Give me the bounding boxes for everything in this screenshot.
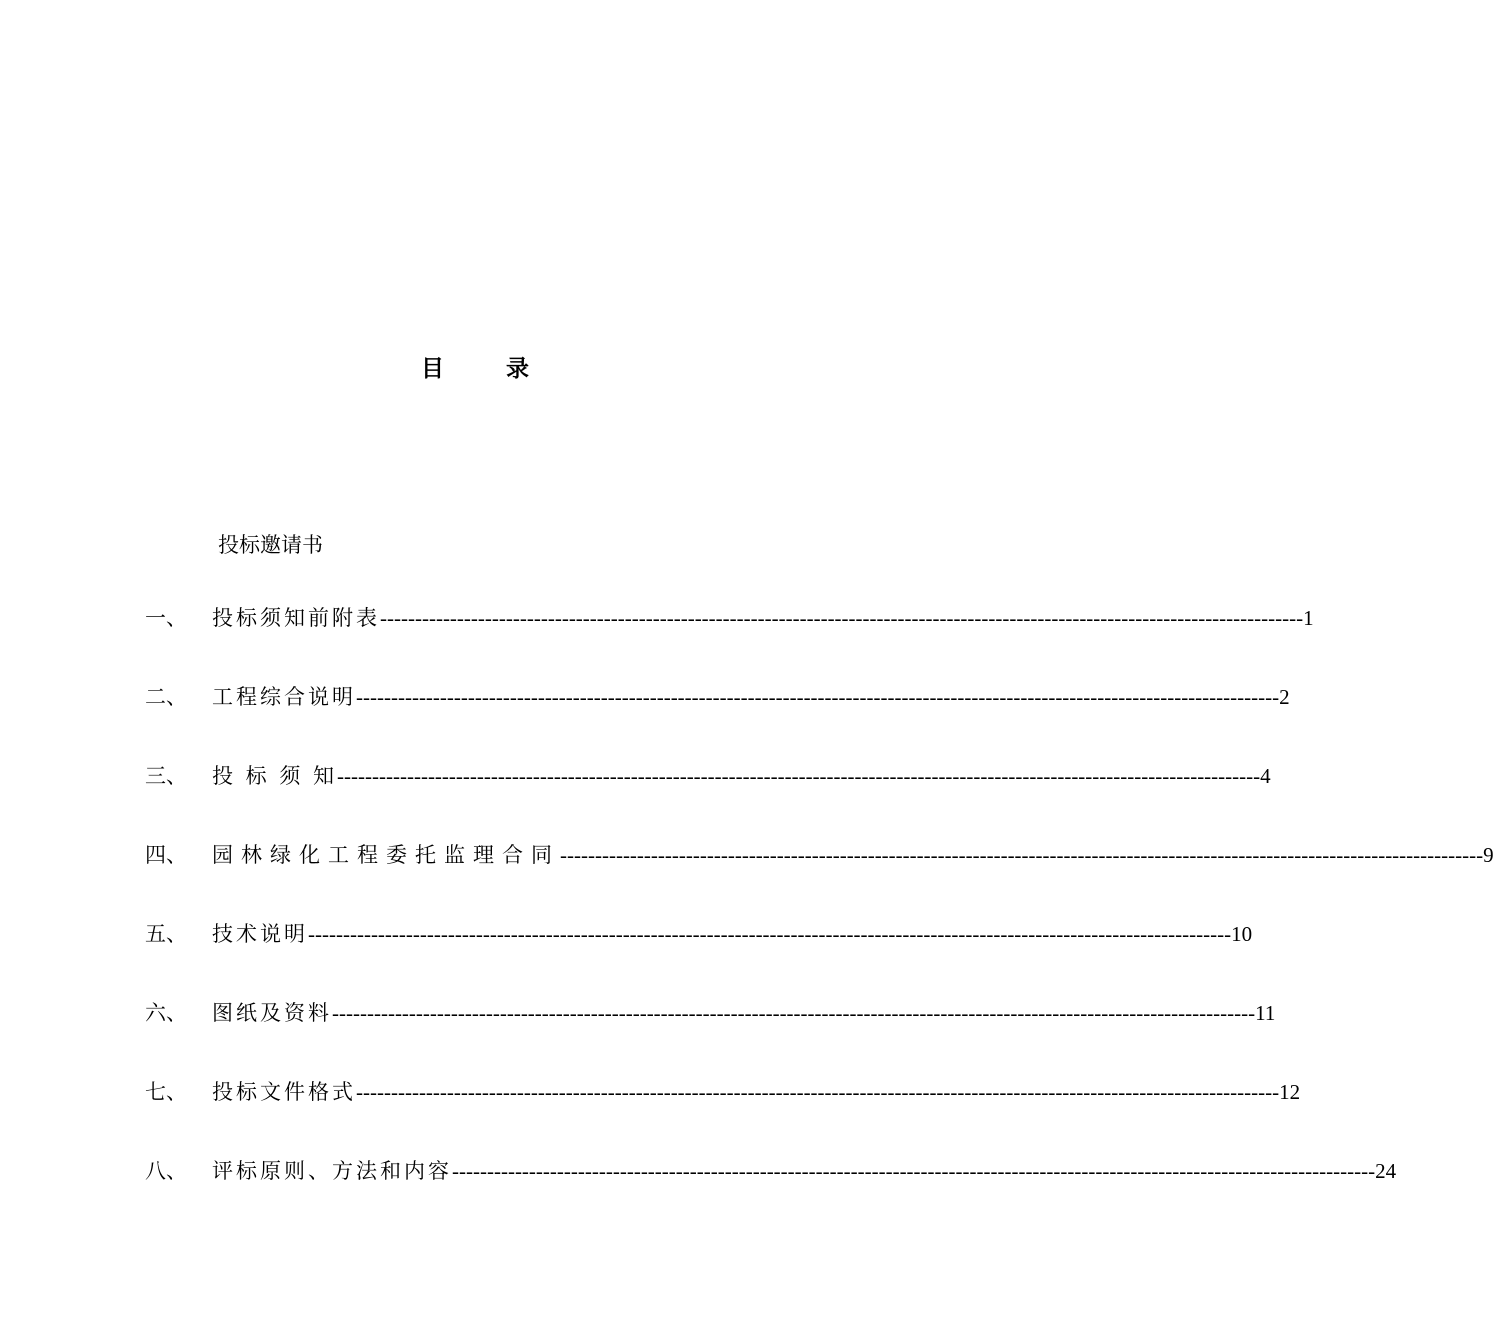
- toc-entry[interactable]: [145, 1156, 1397, 1235]
- toc-entry-page: 11: [1255, 1001, 1276, 1025]
- toc-entry-page: 24: [1375, 1159, 1397, 1183]
- toc-entry-label: 投标须知前附表: [212, 606, 380, 630]
- toc-entry-number: 五、: [145, 922, 187, 946]
- toc-entry-leader: ------------------------------------------------------------------------------------------------------------------------------------: [452, 1159, 1376, 1183]
- toc-entry-leader: ------------------------------------------------------------------------------------------------------------------------------------: [308, 922, 1232, 946]
- toc-entry-page: 12: [1279, 1080, 1301, 1104]
- toc-entry[interactable]: [145, 761, 1271, 840]
- title-char-2: 录: [506, 355, 529, 382]
- toc-entry-label: 园林绿化工程委托监理合同: [212, 843, 560, 867]
- toc-entry-label: 图纸及资料: [212, 1001, 332, 1025]
- toc-entry-label: 投标文件格式: [212, 1080, 356, 1104]
- toc-entry[interactable]: [145, 919, 1253, 998]
- toc-entry[interactable]: [145, 603, 1314, 682]
- toc-entry-leader: ------------------------------------------------------------------------------------------------------------------------------------: [337, 764, 1261, 788]
- toc-entry-label: 技术说明: [212, 922, 308, 946]
- toc-entry-label: 工程综合说明: [212, 685, 356, 709]
- title-char-1: 目: [421, 355, 444, 382]
- toc-entry-page: 10: [1231, 922, 1253, 946]
- intro-heading: 投标邀请书: [218, 533, 323, 557]
- toc-entry[interactable]: [145, 998, 1276, 1077]
- toc-entry-leader: ------------------------------------------------------------------------------------------------------------------------------------: [380, 606, 1304, 630]
- toc-entry-leader: ------------------------------------------------------------------------------------------------------------------------------------: [356, 685, 1280, 709]
- toc-entry-page: 2: [1279, 685, 1290, 709]
- toc-entry-number: 四、: [145, 843, 187, 867]
- toc-entry-page: 9: [1483, 843, 1494, 867]
- table-of-contents: [145, 603, 1494, 1235]
- toc-entry-number: 七、: [145, 1080, 187, 1104]
- toc-entry-page: 4: [1260, 764, 1271, 788]
- toc-entry-number: 二、: [145, 685, 187, 709]
- toc-entry-page: 1: [1303, 606, 1314, 630]
- toc-entry[interactable]: [145, 682, 1290, 761]
- toc-entry[interactable]: [145, 840, 1494, 919]
- toc-entry-number: 六、: [145, 1001, 187, 1025]
- toc-entry-number: 三、: [145, 764, 187, 788]
- page-title: [0, 350, 950, 383]
- toc-entry-number: 八、: [145, 1159, 187, 1183]
- toc-entry-label: 评标原则、方法和内容: [212, 1159, 452, 1183]
- toc-entry[interactable]: [145, 1077, 1301, 1156]
- toc-entry-leader: ------------------------------------------------------------------------------------------------------------------------------------: [560, 843, 1484, 867]
- toc-entry-leader: ------------------------------------------------------------------------------------------------------------------------------------: [356, 1080, 1280, 1104]
- toc-entry-number: 一、: [145, 606, 187, 630]
- toc-entry-label: 投 标 须 知: [212, 764, 338, 788]
- toc-entry-leader: ------------------------------------------------------------------------------------------------------------------------------------: [332, 1001, 1256, 1025]
